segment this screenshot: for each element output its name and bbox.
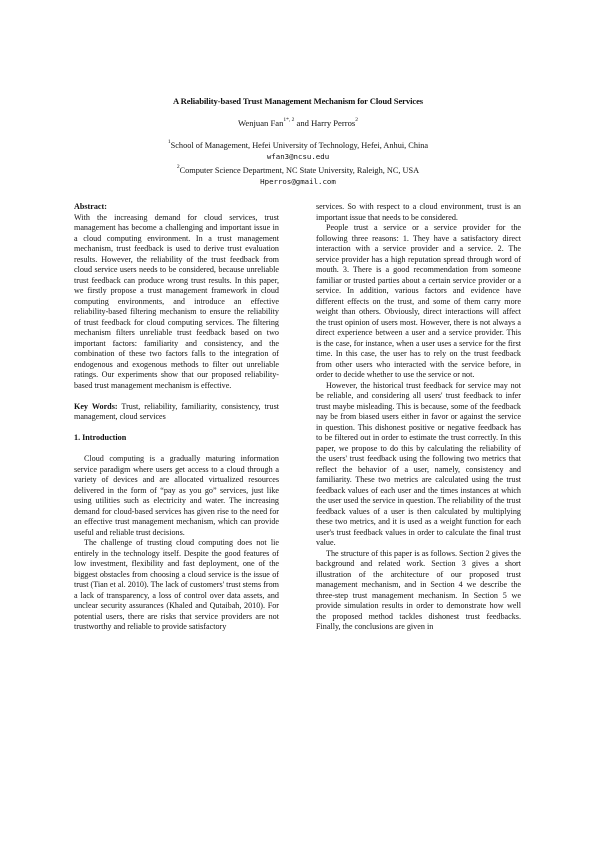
author-1-sup: 1*, 2 [283, 117, 295, 124]
affiliation-1-email[interactable]: wfan3@ncsu.edu [266, 152, 330, 161]
author-2-sup: 2 [355, 117, 358, 124]
keywords-list: Trust, reliability, familiarity, consistency, trust management, cloud services [74, 401, 279, 421]
right-paragraph-4: The structure of this paper is as follows. Section 2 gives the background and related work. Section 3 gives a short illustration of the architecture of our proposed trust management mechanism, and in Section 4 we describe the three-step trust management mechanism. In Section 5 we provide simulation results in order to demonstrate how well the proposed method tackles dishonest trust feedbacks. Finally, the conclusions are given in [316, 548, 521, 631]
affiliation-2 [0, 165, 596, 175]
author-line [0, 118, 596, 128]
author-2: and Harry Perros [294, 118, 356, 128]
intro-paragraph-1: Cloud computing is a gradually maturing information service paradigm where users get access to a cloud through a variety of devices and are allocated virtualized resources delivered in the form of “pay as you go” services, just like using utilities such as electricity and water. The increasing demand for cloud-based services has given rise to the need for an effective trust management mechanism, which can provide useful and reliable trust decisions. [74, 454, 279, 537]
abstract-heading: Abstract: [74, 202, 107, 211]
right-column [316, 202, 521, 633]
affiliation-2-sup: 2 [176, 164, 180, 170]
right-paragraph-1: services. So with respect to a cloud environment, trust is an important issue that needs to be considered. [316, 202, 521, 222]
affiliation-1-sup: 1 [167, 139, 171, 145]
author-1: Wenjuan Fan [238, 118, 284, 128]
intro-paragraph-2: The challenge of trusting cloud computing does not lie entirely in the technology itself. Despite the good features of low investment, flexibility and fast deployment, one of the biggest obstacles from choosing a cloud service is the issue of trust (Tian et al. 2010). The lack of customers' trust stems from a lack of transparency, a loss of control over data assets, and unclear security assurances (Khaled and Qutaibah, 2010). For potential users, there are risks that service providers are not trustworthy and reliable to provide satisfactory [74, 538, 279, 631]
affiliation-1 [0, 140, 596, 150]
intro-heading: 1. Introduction [74, 433, 127, 442]
keywords-heading: Key Words: [74, 401, 118, 411]
left-column [74, 202, 279, 633]
keywords [74, 402, 279, 423]
abstract-body: With the increasing demand for cloud services, trust management has become a challenging and important issue in a cloud computing environment. In a trust management mechanism, trust feedback is used to derive trust evaluation results. However, the reliability of the trust feedback from cloud service users needs to be considered, because unreliable trust feedback can produce wrong trust results. In this paper, we firstly propose a trust management framework in cloud computing environments, and introduce an effective reliability-based filtering mechanism to ensure the reliability of trust feedback for cloud computing services. The filtering mechanism filters unreliable trust feedback based on two important factors: familiarity and consistency, and the combination of these two factors falls to the integration of endogenous and exogenous methods to filter out unreliable ratings. Our experiments show that our proposed reliability-based trust management mechanism is effective. [74, 212, 279, 390]
right-paragraph-3: However, the historical trust feedback for service may not be reliable, and considering all users' trust feedback to infer trust maybe misleading. This is because, some of the feedback nay be from biased users either in favor or against the service in question. This dishonest positive or negative feedback has to be filtered out in order to estimate the trust correctly. In this paper, we propose to do this by calculating the reliability of the users' trust feedback using the following two metrics that reflect the behavior of a user, namely, consistency and familiarity. These two metrics are calculated using the trust feedback values of each user and the times instances at which the user used the service in question. The reliability of the trust feedback values of a user is then calculated by multiplying these two metrics, and it is used as a weight function for each user's trust feedback values in order to calculate the final trust value. [316, 380, 521, 547]
paper-title: A Reliability-based Trust Management Mechanism for Cloud Services [172, 96, 424, 106]
affiliation-2-text: Computer Science Department, NC State University, Raleigh, NC, USA [179, 165, 420, 175]
affiliation-1-text: School of Management, Hefei University of Technology, Hefei, Anhui, China [170, 140, 429, 150]
right-paragraph-2: People trust a service or a service provider for the following three reasons: 1. They have a satisfactory direct interaction with a service provider and a service. 2. The service provider has a high reputation spread through word of mouth. 3. There is a good recommendation from someone familiar or trusted parties about a certain service provider or a service. In addition, various factors and evidence have different effects on the trust, and some of them carry more weight than others. Obviously, direct interactions will affect the trust opinion of users most. However, there is not always a direct experience between a user and a service provider. This is the case, for instance, when a user uses a service for the first time. In this case, the user has to rely on the trust feedback from other users who interacted with the service before, in order to decide whether to use the service or not. [316, 223, 521, 379]
affiliation-2-email[interactable]: Hperros@gmail.com [260, 177, 336, 186]
